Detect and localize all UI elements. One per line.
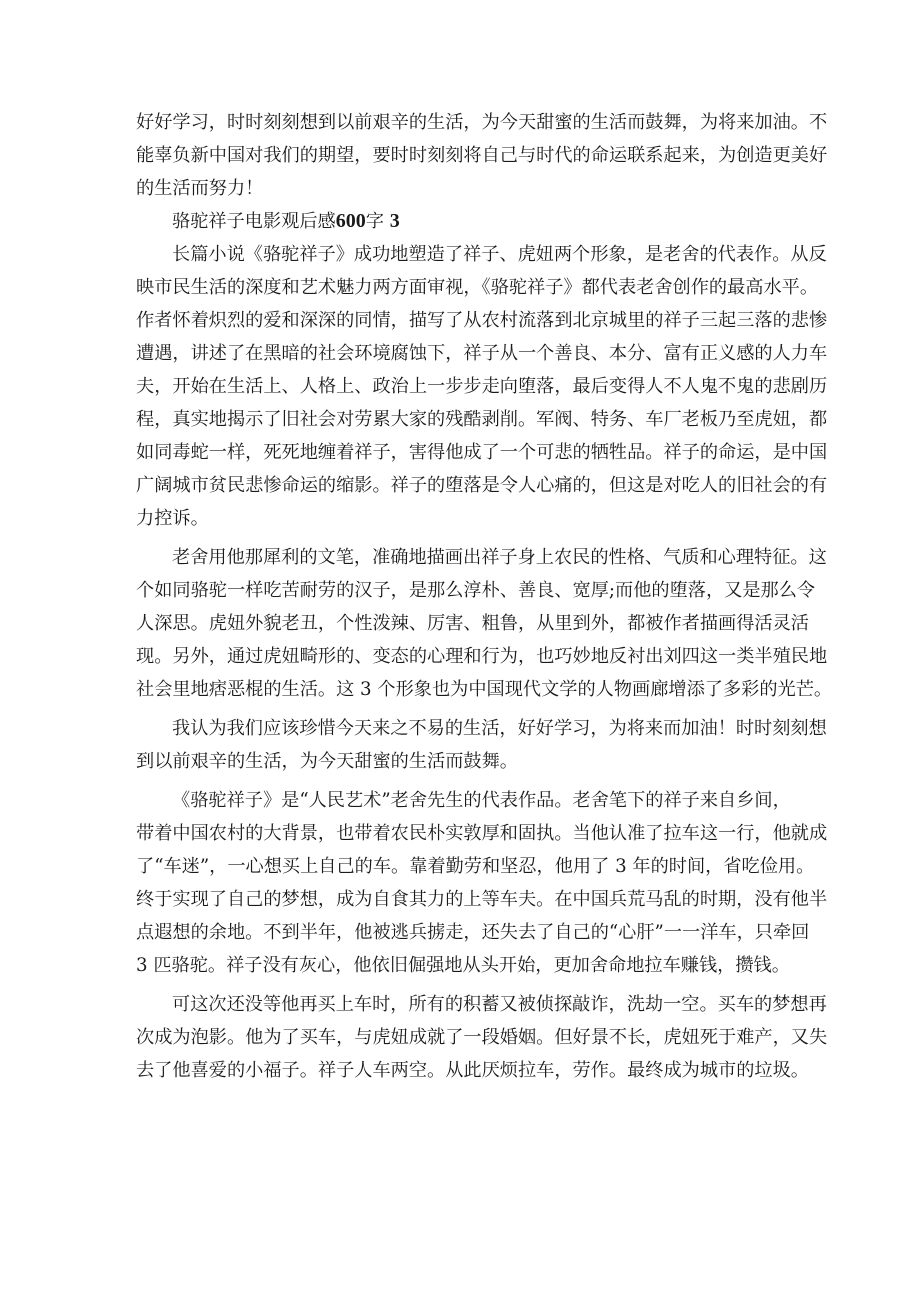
text-line: 夫，开始在生活上、人格上、政治上一步步走向堕落，最后变得人不人鬼不鬼的悲剧历 <box>136 376 828 397</box>
text-line: 映市民生活的深度和艺术魅力两方面审视，《骆驼祥子》都代表老舍创作的最高水平。 <box>136 277 819 298</box>
text-line: 《骆驼祥子》是“人民艺术”老舍先生的代表作品。老舍笔下的祥子来自乡间， <box>172 790 791 811</box>
text-line: 点遐想的余地。不到半年，他被逃兵掳走，还失去了自己的“心肝”一一洋车，只牵回 <box>136 922 810 943</box>
text-line: 人深思。虎妞外貌老丑，个性泼辣、厉害、粗鲁，从里到外，都被作者描画得活灵活 <box>136 613 809 634</box>
paragraph-5 <box>136 988 828 1087</box>
heading-index: 3 <box>389 210 400 232</box>
text-line: 力控诉。 <box>136 508 209 529</box>
paragraph-4 <box>136 784 828 982</box>
paragraph-continued <box>136 106 828 205</box>
text-line: 带着中国农村的大背景，也带着农民朴实敦厚和固执。当他认准了拉车这一行，他就成 <box>136 823 828 844</box>
text-line: 程，真实地揭示了旧社会对劳累大家的残酷剥削。军阀、特务、车厂老板乃至虎妞，都 <box>136 409 828 430</box>
section-heading <box>136 205 786 238</box>
text-line: 到以前艰辛的生活，为今天甜蜜的生活而鼓舞。 <box>136 751 518 772</box>
text-line: 能辜负新中国对我们的期望，要时时刻刻将自己与时代的命运联系起来，为创造更美好 <box>136 145 828 166</box>
text-line: 终于实现了自己的梦想，成为自食其力的上等车夫。在中国兵荒马乱的时期，没有他半 <box>136 889 828 910</box>
paragraph-3 <box>136 712 827 778</box>
text-line: 好好学习，时时刻刻想到以前艰辛的生活，为今天甜蜜的生活而鼓舞，为将来加油。不 <box>136 112 828 133</box>
text-line: 遭遇，讲述了在黑暗的社会环境腐蚀下，祥子从一个善良、本分、富有正义感的人力车 <box>136 343 828 364</box>
paragraph-2 <box>136 541 833 706</box>
text-line: 我认为我们应该珍惜今天来之不易的生活，好好学习，为将来而加油！时时刻刻想 <box>172 718 827 739</box>
text-line: 3 匹骆驼。祥子没有灰心，他依旧倔强地从头开始，更加舍命地拉车赚钱，攒钱。 <box>136 955 790 976</box>
text-line: 次成为泡影。他为了买车，与虎妞成就了一段婚姻。但好景不长，虎妞死于难产，又失 <box>136 1027 828 1048</box>
text-line: 的生活而努力！ <box>136 178 264 199</box>
text-line: 广阔城市贫民悲惨命运的缩影。祥子的堕落是令人心痛的，但这是对吃人的旧社会的有 <box>136 475 828 496</box>
text-line: 老舍用他那犀利的文笔，准确地描画出祥子身上农民的性格、气质和心理特征。这 <box>172 547 827 568</box>
text-line: 长篇小说《骆驼祥子》成功地塑造了祥子、虎妞两个形象，是老舍的代表作。从反 <box>172 244 827 265</box>
text-line: 社会里地痞恶棍的生活。这 3 个形象也为中国现代文学的人物画廊增添了多彩的光芒。 <box>136 679 833 700</box>
text-line: 了“车迷”，一心想买上自己的车。靠着勤劳和坚忍，他用了 3 年的时间，省吃俭用。 <box>136 856 815 877</box>
paragraph-1 <box>136 238 828 535</box>
text-line: 可这次还没等他再买上车时，所有的积蓄又被侦探敲诈，洗劫一空。买车的梦想再 <box>172 994 827 1015</box>
text-line: 作者怀着炽烈的爱和深深的同情，描写了从农村流落到北京城里的祥子三起三落的悲惨 <box>136 310 828 331</box>
text-line: 去了他喜爱的小福子。祥子人车两空。从此厌烦拉车，劳作。最终成为城市的垃圾。 <box>136 1060 809 1081</box>
heading-number: 600 <box>335 210 366 232</box>
text-line: 现。另外，通过虎妞畸形的、变态的心理和行为，也巧妙地反衬出刘四这一类半殖民地 <box>136 646 828 667</box>
heading-prefix: 骆驼祥子电影观后感 <box>172 211 336 232</box>
heading-middle: 字 <box>365 211 384 232</box>
text-line: 如同毒蛇一样，死死地缠着祥子，害得他成了一个可悲的牺牲品。祥子的命运，是中国 <box>136 442 828 463</box>
text-line: 个如同骆驼一样吃苦耐劳的汉子，是那么淳朴、善良、宽厚;而他的堕落，又是那么令 <box>136 580 816 601</box>
document-body <box>136 106 833 1087</box>
